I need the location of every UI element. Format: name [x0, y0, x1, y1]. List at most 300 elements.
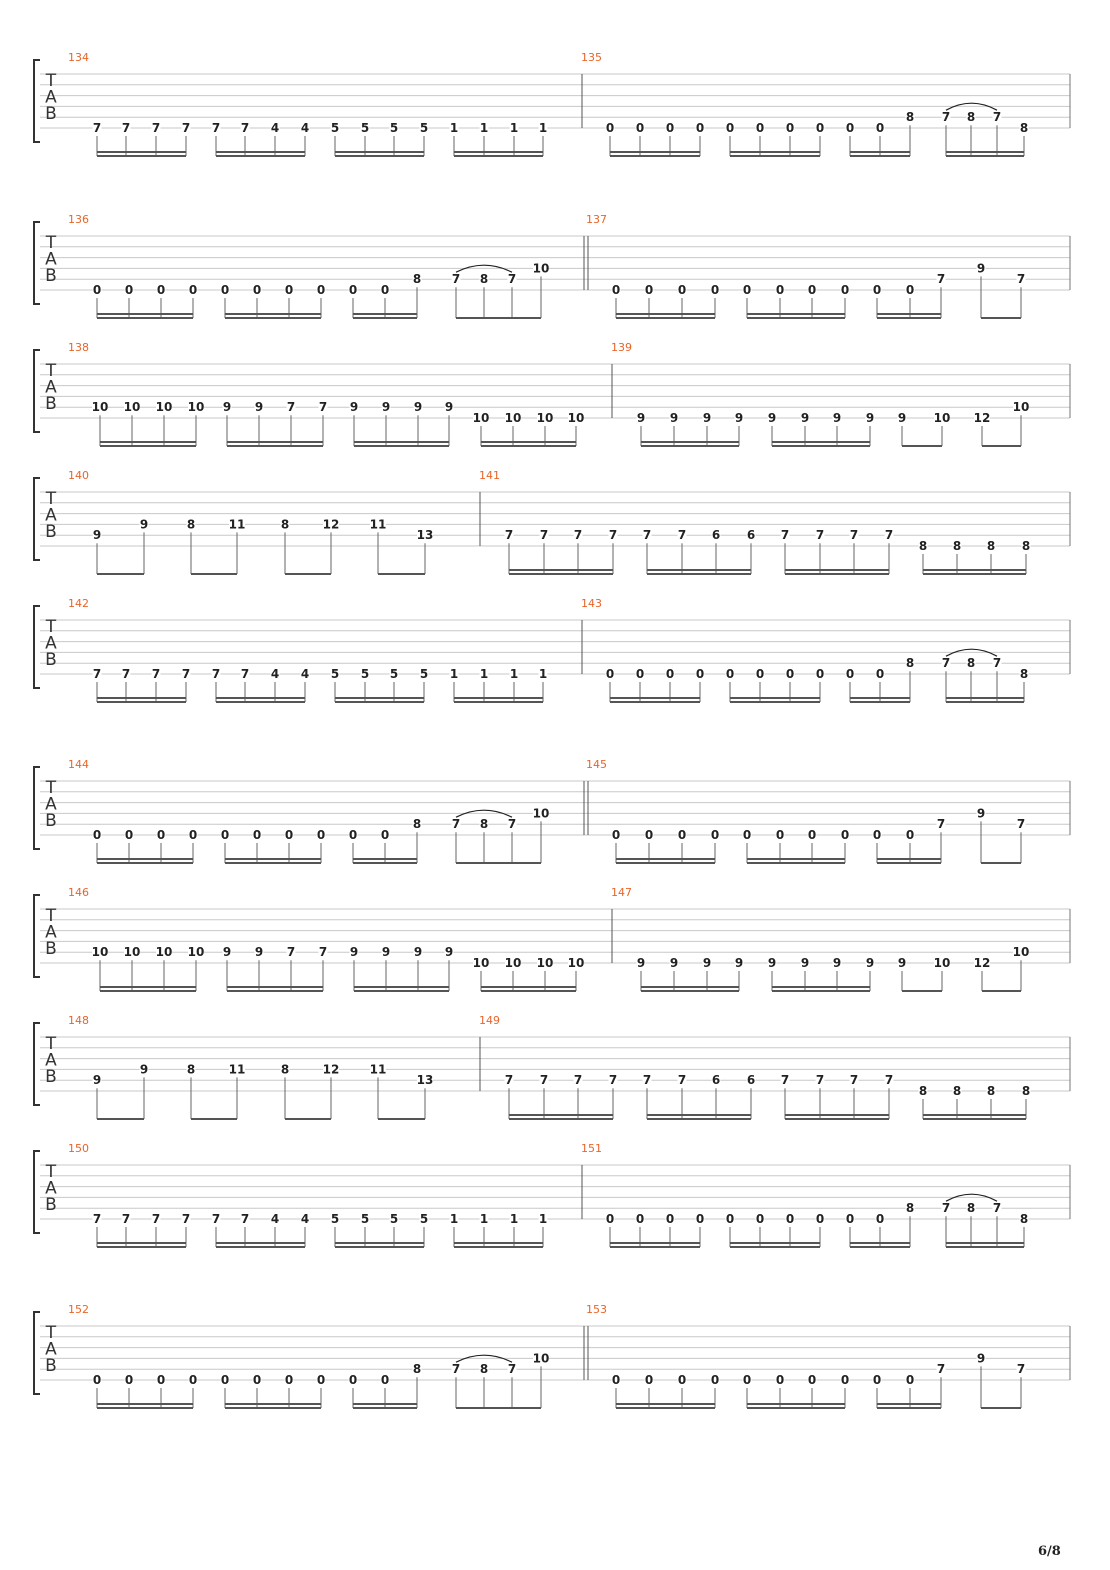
fret-number: 0	[807, 1373, 817, 1387]
fret-number: 10	[536, 956, 554, 970]
fret-number: 5	[419, 121, 429, 135]
fret-number: 9	[702, 411, 712, 425]
measure-number: 148	[68, 1014, 89, 1027]
tab-clef-letter: A	[45, 377, 57, 398]
fret-number: 11	[369, 1062, 387, 1077]
fret-number: 7	[211, 121, 221, 135]
system-bracket	[34, 767, 40, 849]
fret-number: 8	[986, 1084, 996, 1098]
fret-number: 5	[419, 667, 429, 681]
fret-number: 5	[330, 121, 340, 135]
fret-number: 9	[976, 1351, 986, 1366]
measure-number: 134	[68, 51, 89, 64]
fret-number: 9	[865, 956, 875, 970]
fret-number: 5	[330, 667, 340, 681]
measure-number: 152	[68, 1303, 89, 1316]
fret-number: 7	[642, 1073, 652, 1088]
fret-number: 7	[884, 1073, 894, 1088]
fret-number: 7	[507, 272, 517, 287]
fret-number: 7	[642, 528, 652, 543]
system-bracket	[34, 350, 40, 432]
fret-number: 5	[360, 667, 370, 681]
fret-number: 0	[775, 1373, 785, 1387]
fret-number: 4	[300, 121, 310, 135]
fret-number: 0	[710, 283, 720, 297]
fret-number: 9	[800, 956, 810, 970]
fret-number: 0	[695, 667, 705, 681]
measure-number: 147	[611, 886, 632, 899]
fret-number: 4	[300, 1212, 310, 1226]
fret-number: 0	[725, 667, 735, 681]
fret-number: 7	[573, 1073, 583, 1088]
fret-number: 9	[702, 956, 712, 970]
system-bracket	[34, 606, 40, 688]
fret-number: 10	[532, 806, 550, 821]
fret-number: 0	[785, 1212, 795, 1226]
fret-number: 0	[677, 828, 687, 842]
fret-number: 0	[644, 283, 654, 297]
fret-number: 4	[270, 1212, 280, 1226]
tab-clef-letter: B	[45, 266, 57, 286]
fret-number: 7	[941, 110, 951, 125]
fret-number: 9	[139, 1062, 149, 1077]
fret-number: 11	[228, 1062, 246, 1077]
fret-number: 7	[211, 667, 221, 681]
fret-number: 9	[767, 956, 777, 970]
fret-number: 10	[1012, 945, 1030, 960]
fret-number: 7	[121, 1212, 131, 1226]
fret-number: 8	[1019, 667, 1029, 681]
fret-number: 0	[605, 667, 615, 681]
fret-number: 0	[220, 283, 230, 297]
fret-number: 7	[941, 656, 951, 671]
fret-number: 7	[181, 1212, 191, 1226]
fret-number: 0	[845, 121, 855, 135]
fret-number: 7	[240, 121, 250, 135]
fret-number: 7	[992, 110, 1002, 125]
fret-number: 9	[254, 400, 264, 415]
fret-number: 7	[1016, 272, 1026, 287]
fret-number: 6	[711, 1073, 721, 1088]
fret-number: 0	[611, 283, 621, 297]
tab-clef-letter: T	[45, 489, 57, 509]
fret-number: 7	[121, 667, 131, 681]
fret-number: 9	[800, 411, 810, 425]
system-bracket	[34, 60, 40, 142]
fret-number: 0	[252, 828, 262, 842]
fret-number: 9	[222, 945, 232, 960]
fret-number: 7	[539, 528, 549, 543]
fret-number: 1	[509, 667, 519, 681]
fret-number: 0	[635, 121, 645, 135]
tab-clef-letter: B	[45, 650, 57, 670]
tab-clef-letter: T	[45, 71, 57, 91]
fret-number: 1	[479, 121, 489, 135]
fret-number: 0	[815, 667, 825, 681]
fret-number: 9	[413, 400, 423, 415]
fret-number: 1	[509, 1212, 519, 1226]
fret-number: 7	[121, 121, 131, 135]
fret-number: 0	[284, 1373, 294, 1387]
fret-number: 7	[451, 272, 461, 287]
fret-number: 0	[188, 1373, 198, 1387]
fret-number: 4	[300, 667, 310, 681]
fret-number: 8	[986, 539, 996, 553]
fret-number: 0	[380, 828, 390, 842]
fret-number: 0	[124, 828, 134, 842]
fret-number: 9	[832, 956, 842, 970]
fret-number: 0	[845, 667, 855, 681]
measure-number: 135	[581, 51, 602, 64]
fret-number: 0	[665, 1212, 675, 1226]
fret-number: 0	[710, 1373, 720, 1387]
fret-number: 0	[92, 283, 102, 297]
fret-number: 0	[348, 828, 358, 842]
fret-number: 13	[416, 528, 434, 543]
fret-number: 7	[151, 667, 161, 681]
system-bracket	[34, 1312, 40, 1394]
fret-number: 1	[479, 667, 489, 681]
tab-clef-letter: A	[45, 1339, 57, 1360]
fret-number: 0	[380, 1373, 390, 1387]
fret-number: 9	[381, 400, 391, 415]
system-bracket	[34, 1151, 40, 1233]
fret-number: 9	[767, 411, 777, 425]
fret-number: 7	[941, 1201, 951, 1216]
fret-number: 7	[151, 121, 161, 135]
fret-number: 10	[504, 411, 522, 425]
fret-number: 9	[897, 411, 907, 425]
tab-clef-letter: B	[45, 939, 57, 959]
fret-number: 0	[725, 121, 735, 135]
system-bracket	[34, 222, 40, 304]
fret-number: 7	[318, 945, 328, 960]
fret-number: 10	[933, 411, 951, 425]
fret-number: 7	[608, 1073, 618, 1088]
fret-number: 9	[669, 956, 679, 970]
fret-number: 9	[897, 956, 907, 970]
fret-number: 1	[538, 121, 548, 135]
fret-number: 0	[644, 1373, 654, 1387]
fret-number: 0	[316, 828, 326, 842]
fret-number: 10	[1012, 400, 1030, 415]
fret-number: 7	[677, 528, 687, 543]
fret-number: 7	[240, 667, 250, 681]
fret-number: 10	[91, 400, 109, 415]
fret-number: 0	[785, 667, 795, 681]
fret-number: 0	[284, 283, 294, 297]
fret-number: 13	[416, 1073, 434, 1088]
fret-number: 8	[966, 656, 976, 671]
fret-number: 7	[286, 400, 296, 415]
fret-number: 0	[807, 283, 817, 297]
fret-number: 0	[252, 1373, 262, 1387]
fret-number: 10	[155, 945, 173, 960]
fret-number: 7	[240, 1212, 250, 1226]
tab-clef-letter: A	[45, 505, 57, 526]
tab-clef-letter: A	[45, 633, 57, 654]
fret-number: 11	[369, 517, 387, 532]
fret-number: 0	[695, 121, 705, 135]
tab-clef-letter: A	[45, 249, 57, 270]
tab-clef-letter: A	[45, 922, 57, 943]
fret-number: 8	[1021, 539, 1031, 553]
fret-number: 7	[849, 1073, 859, 1088]
fret-number: 10	[567, 411, 585, 425]
fret-number: 8	[280, 1062, 290, 1077]
fret-number: 1	[509, 121, 519, 135]
fret-number: 12	[322, 517, 340, 532]
fret-number: 4	[270, 121, 280, 135]
fret-number: 8	[905, 1201, 915, 1216]
measure-number: 140	[68, 469, 89, 482]
fret-number: 0	[635, 667, 645, 681]
fret-number: 1	[449, 121, 459, 135]
tab-clef-letter: T	[45, 778, 57, 798]
fret-number: 0	[156, 283, 166, 297]
fret-number: 0	[742, 283, 752, 297]
fret-number: 10	[536, 411, 554, 425]
fret-number: 7	[936, 272, 946, 287]
fret-number: 0	[605, 121, 615, 135]
fret-number: 9	[734, 956, 744, 970]
fret-number: 0	[92, 828, 102, 842]
fret-number: 9	[976, 806, 986, 821]
fret-number: 12	[973, 956, 991, 970]
fret-number: 5	[389, 1212, 399, 1226]
fret-number: 0	[755, 667, 765, 681]
system-bracket	[34, 478, 40, 560]
fret-number: 0	[124, 283, 134, 297]
measure-number: 138	[68, 341, 89, 354]
fret-number: 0	[695, 1212, 705, 1226]
fret-number: 0	[875, 667, 885, 681]
tab-clef-letter: B	[45, 104, 57, 124]
fret-number: 0	[875, 1212, 885, 1226]
fret-number: 0	[92, 1373, 102, 1387]
fret-number: 7	[211, 1212, 221, 1226]
fret-number: 8	[966, 110, 976, 125]
fret-number: 10	[472, 956, 490, 970]
tab-clef-letter: T	[45, 1323, 57, 1343]
fret-number: 9	[381, 945, 391, 960]
measure-number: 137	[586, 213, 607, 226]
fret-number: 0	[605, 1212, 615, 1226]
fret-number: 11	[228, 517, 246, 532]
fret-number: 1	[449, 667, 459, 681]
fret-number: 8	[412, 1362, 422, 1377]
fret-number: 0	[644, 828, 654, 842]
fret-number: 6	[746, 528, 756, 543]
fret-number: 0	[188, 828, 198, 842]
system-bracket	[34, 895, 40, 977]
fret-number: 12	[322, 1062, 340, 1077]
measure-number: 136	[68, 213, 89, 226]
fret-number: 7	[815, 528, 825, 543]
fret-number: 0	[785, 121, 795, 135]
fret-number: 0	[905, 828, 915, 842]
fret-number: 0	[815, 121, 825, 135]
fret-number: 0	[124, 1373, 134, 1387]
fret-number: 8	[186, 517, 196, 532]
fret-number: 9	[222, 400, 232, 415]
fret-number: 9	[349, 945, 359, 960]
fret-number: 0	[188, 283, 198, 297]
fret-number: 9	[636, 956, 646, 970]
fret-number: 8	[966, 1201, 976, 1216]
fret-number: 0	[742, 828, 752, 842]
fret-number: 0	[677, 283, 687, 297]
fret-number: 0	[252, 283, 262, 297]
measure-number: 146	[68, 886, 89, 899]
fret-number: 8	[280, 517, 290, 532]
fret-number: 7	[92, 121, 102, 135]
fret-number: 7	[92, 1212, 102, 1226]
fret-number: 7	[181, 121, 191, 135]
fret-number: 9	[636, 411, 646, 425]
measure-number: 145	[586, 758, 607, 771]
fret-number: 8	[1019, 1212, 1029, 1226]
fret-number: 7	[815, 1073, 825, 1088]
fret-number: 8	[479, 272, 489, 287]
tab-clef-letter: A	[45, 794, 57, 815]
fret-number: 10	[123, 400, 141, 415]
fret-number: 8	[918, 539, 928, 553]
fret-number: 9	[139, 517, 149, 532]
measure-number: 141	[479, 469, 500, 482]
tab-clef-letter: T	[45, 617, 57, 637]
fret-number: 8	[918, 1084, 928, 1098]
fret-number: 7	[936, 1362, 946, 1377]
fret-number: 7	[504, 528, 514, 543]
fret-number: 10	[567, 956, 585, 970]
fret-number: 5	[360, 1212, 370, 1226]
fret-number: 9	[734, 411, 744, 425]
fret-number: 8	[952, 1084, 962, 1098]
fret-number: 8	[952, 539, 962, 553]
system-bracket	[34, 1023, 40, 1105]
fret-number: 0	[755, 121, 765, 135]
fret-number: 7	[573, 528, 583, 543]
fret-number: 7	[451, 817, 461, 832]
fret-number: 9	[349, 400, 359, 415]
fret-number: 8	[905, 110, 915, 125]
fret-number: 0	[156, 1373, 166, 1387]
fret-number: 0	[775, 283, 785, 297]
tab-clef-letter: B	[45, 1067, 57, 1087]
fret-number: 0	[905, 283, 915, 297]
fret-number: 7	[780, 528, 790, 543]
fret-number: 0	[284, 828, 294, 842]
fret-number: 7	[92, 667, 102, 681]
fret-number: 0	[742, 1373, 752, 1387]
measure-number: 153	[586, 1303, 607, 1316]
fret-number: 7	[507, 817, 517, 832]
fret-number: 1	[479, 1212, 489, 1226]
fret-number: 0	[611, 828, 621, 842]
tab-clef-letter: A	[45, 1050, 57, 1071]
fret-number: 7	[451, 1362, 461, 1377]
tab-clef-letter: B	[45, 1356, 57, 1376]
measure-number: 151	[581, 1142, 602, 1155]
fret-number: 0	[845, 1212, 855, 1226]
fret-number: 7	[151, 1212, 161, 1226]
fret-number: 0	[665, 121, 675, 135]
fret-number: 0	[905, 1373, 915, 1387]
measure-number: 144	[68, 758, 89, 771]
fret-number: 8	[479, 1362, 489, 1377]
tab-clef-letter: T	[45, 1162, 57, 1182]
fret-number: 1	[538, 667, 548, 681]
fret-number: 0	[635, 1212, 645, 1226]
fret-number: 9	[669, 411, 679, 425]
measure-number: 149	[479, 1014, 500, 1027]
fret-number: 0	[710, 828, 720, 842]
fret-number: 5	[360, 121, 370, 135]
tab-clef-letter: T	[45, 906, 57, 926]
fret-number: 0	[348, 283, 358, 297]
fret-number: 10	[155, 400, 173, 415]
fret-number: 0	[677, 1373, 687, 1387]
measure-number: 143	[581, 597, 602, 610]
fret-number: 0	[725, 1212, 735, 1226]
fret-number: 0	[815, 1212, 825, 1226]
fret-number: 7	[504, 1073, 514, 1088]
fret-number: 8	[1019, 121, 1029, 135]
fret-number: 7	[507, 1362, 517, 1377]
fret-number: 0	[875, 121, 885, 135]
fret-number: 7	[1016, 1362, 1026, 1377]
fret-number: 0	[775, 828, 785, 842]
tab-clef-letter: T	[45, 1034, 57, 1054]
fret-number: 0	[611, 1373, 621, 1387]
tab-clef-letter: B	[45, 811, 57, 831]
fret-number: 0	[220, 1373, 230, 1387]
fret-number: 0	[156, 828, 166, 842]
fret-number: 0	[348, 1373, 358, 1387]
fret-number: 1	[449, 1212, 459, 1226]
fret-number: 10	[472, 411, 490, 425]
fret-number: 5	[389, 121, 399, 135]
tab-clef-letter: B	[45, 394, 57, 414]
fret-number: 7	[181, 667, 191, 681]
fret-number: 9	[832, 411, 842, 425]
fret-number: 9	[976, 261, 986, 276]
fret-number: 9	[865, 411, 875, 425]
measure-number: 150	[68, 1142, 89, 1155]
fret-number: 9	[444, 945, 454, 960]
fret-number: 7	[318, 400, 328, 415]
page-number: 6/8	[1038, 1544, 1061, 1559]
fret-number: 0	[807, 828, 817, 842]
fret-number: 10	[933, 956, 951, 970]
fret-number: 8	[1021, 1084, 1031, 1098]
fret-number: 9	[254, 945, 264, 960]
fret-number: 10	[91, 945, 109, 960]
fret-number: 0	[872, 1373, 882, 1387]
fret-number: 10	[532, 1351, 550, 1366]
tab-clef-letter: A	[45, 87, 57, 108]
fret-number: 0	[755, 1212, 765, 1226]
fret-number: 6	[711, 528, 721, 543]
fret-number: 7	[936, 817, 946, 832]
fret-number: 0	[665, 667, 675, 681]
fret-number: 5	[419, 1212, 429, 1226]
fret-number: 7	[286, 945, 296, 960]
fret-number: 0	[840, 828, 850, 842]
fret-number: 10	[187, 400, 205, 415]
fret-number: 7	[1016, 817, 1026, 832]
